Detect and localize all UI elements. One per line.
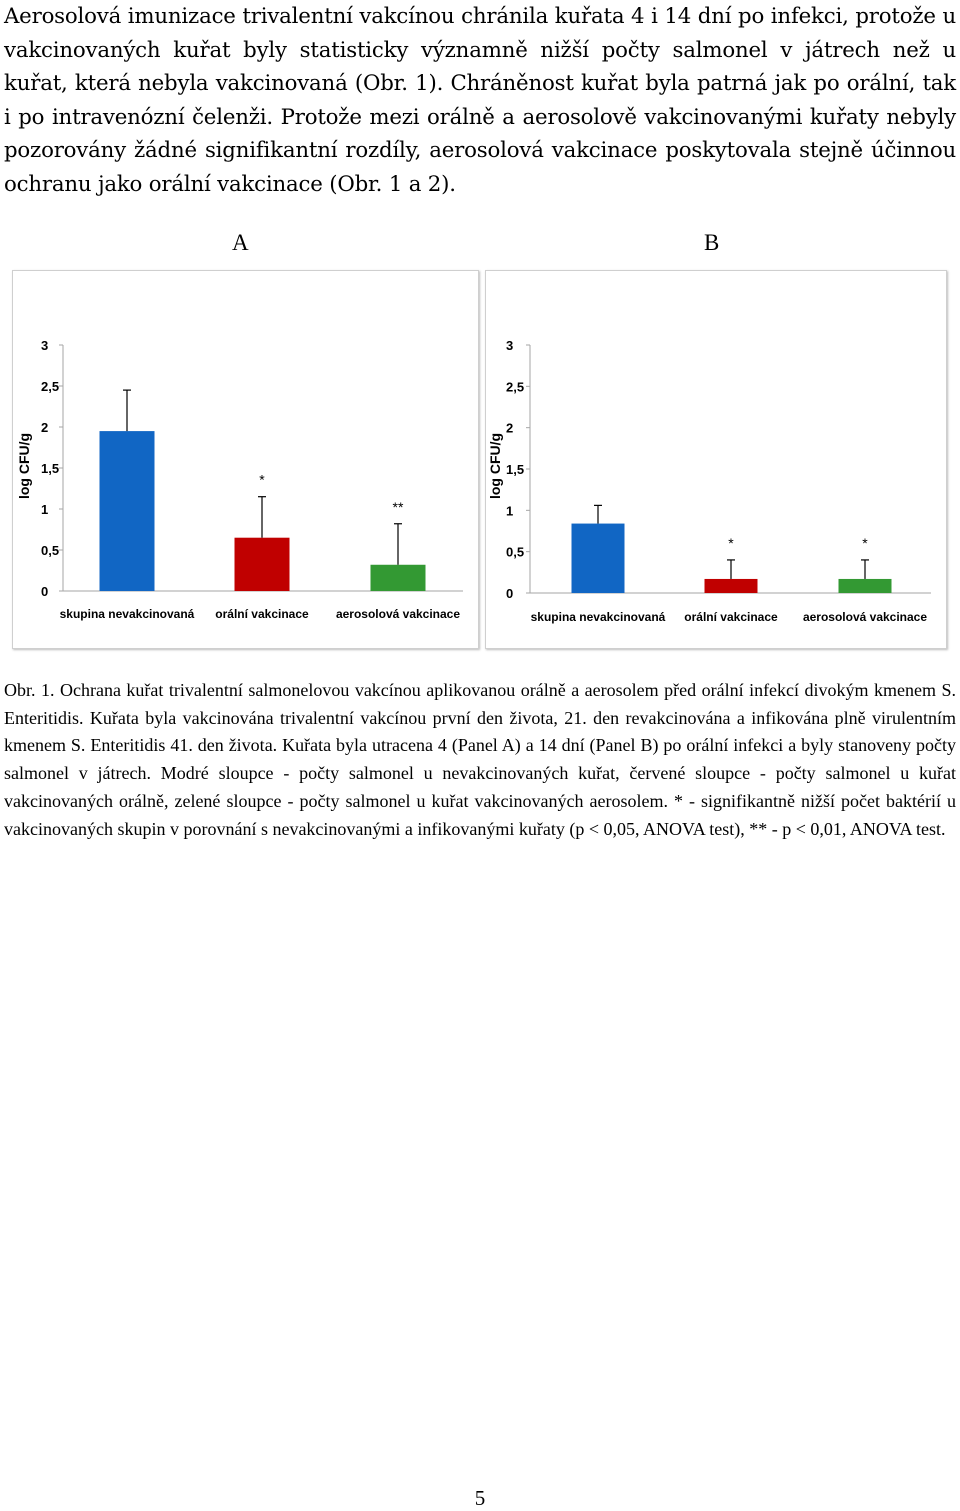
- chart-a-significance-mark: *: [259, 471, 265, 488]
- panel-label-b: B: [704, 230, 720, 255]
- chart-b-bar: [705, 579, 758, 593]
- chart-b-bar: [572, 524, 625, 593]
- chart-b-y-axis-label: log CFU/g: [487, 432, 503, 500]
- chart-b-category-label: aerosolová vakcinace: [802, 610, 928, 624]
- intro-paragraph: Aerosolová imunizace trivalentní vakcínou chránila kuřata 4 i 14 dní po infekci, protože u vakcinovaných kuřat byly statisticky významně nižší počty salmonel v játrech než u kuřat, která nebyla vakcinovaná (Obr. 1). Chráněnost kuřat byla patrná jak po orální, tak i po intravenózní čelenži. Protože mezi orálně a aerosolově vakcinovanými kuřaty nebyly pozorovány žádné signifikantní rozdíly, aerosolová vakcinace poskytovala stejně účinnou ochranu jako orální vakcinace (Obr. 1 a 2).: [4, 4, 956, 197]
- bar-chart-a: [13, 271, 478, 648]
- chart-b-tick-label: 1: [506, 503, 514, 519]
- chart-b-tick-label: 1,5: [506, 462, 525, 477]
- chart-a-y-axis-label: log CFU/g: [16, 432, 32, 500]
- chart-b-tick-label: 0,5: [506, 544, 525, 560]
- chart-b-category-label: orální vakcinace: [684, 610, 778, 624]
- chart-panel-a: [12, 270, 479, 649]
- chart-a-category-label: orální vakcinace: [215, 607, 309, 621]
- chart-a-tick-label: 1: [41, 502, 49, 517]
- chart-a-tick-label: 2,5: [41, 379, 60, 394]
- chart-a-tick-label: 3: [41, 338, 49, 353]
- chart-b-category-label: skupina nevakcinovaná: [530, 610, 666, 624]
- bar-chart-b: [486, 271, 946, 648]
- chart-b-significance-mark: *: [728, 534, 734, 551]
- chart-a-tick-label: 0,5: [41, 543, 60, 558]
- chart-a-tick-label: 1,5: [41, 461, 60, 476]
- chart-a-significance-mark: **: [392, 498, 404, 515]
- chart-b-tick-label: 2: [506, 420, 514, 436]
- chart-a-category-label: skupina nevakcinovaná: [59, 607, 195, 621]
- chart-panel-b: [485, 270, 947, 649]
- chart-b-significance-mark: *: [862, 534, 868, 551]
- chart-a-category-label: aerosolová vakcinace: [335, 607, 461, 621]
- chart-b-tick-label: 0: [506, 586, 514, 601]
- figure-caption: Obr. 1. Ochrana kuřat trivalentní salmonelovou vakcínou aplikovanou orálně a aerosolem před orální infekcí divokým kmenem S. Enteritidis. Kuřata byla vakcinována trivalentní vakcínou první den života, 21. den revakcinována a infikována plně virulentním kmenem S. Enteritidis 41. den života. Kuřata byla utracena 4 (Panel A) a 14 dní (Panel B) po orální infekci a byly stanoveny počty salmonel v játrech. Modré sloupce - počty salmonel u nevakcinovaných kuřat, červené sloupce - počty salmonel u kuřat vakcinovaných orálně, zelené sloupce - počty salmonel u kuřat vakcinovaných aerosolem. * - signifikantně nižší počet baktérií u vakcinovaných skupin v porovnání s nevakcinovanými a infikovanými kuřaty (p < 0,05, ANOVA test), ** - p < 0,01, ANOVA test.: [4, 680, 956, 839]
- chart-a-bar: [100, 431, 155, 591]
- chart-a-bar: [371, 565, 426, 591]
- chart-b-tick-label: 3: [506, 338, 514, 353]
- chart-a-bar: [235, 538, 290, 591]
- chart-b-tick-label: 2,5: [506, 379, 525, 395]
- panel-label-a: A: [232, 230, 249, 255]
- chart-a-tick-label: 2: [41, 420, 49, 435]
- page-number: 5: [474, 1486, 486, 1510]
- chart-b-bar: [839, 579, 892, 593]
- chart-a-tick-label: 0: [41, 584, 49, 599]
